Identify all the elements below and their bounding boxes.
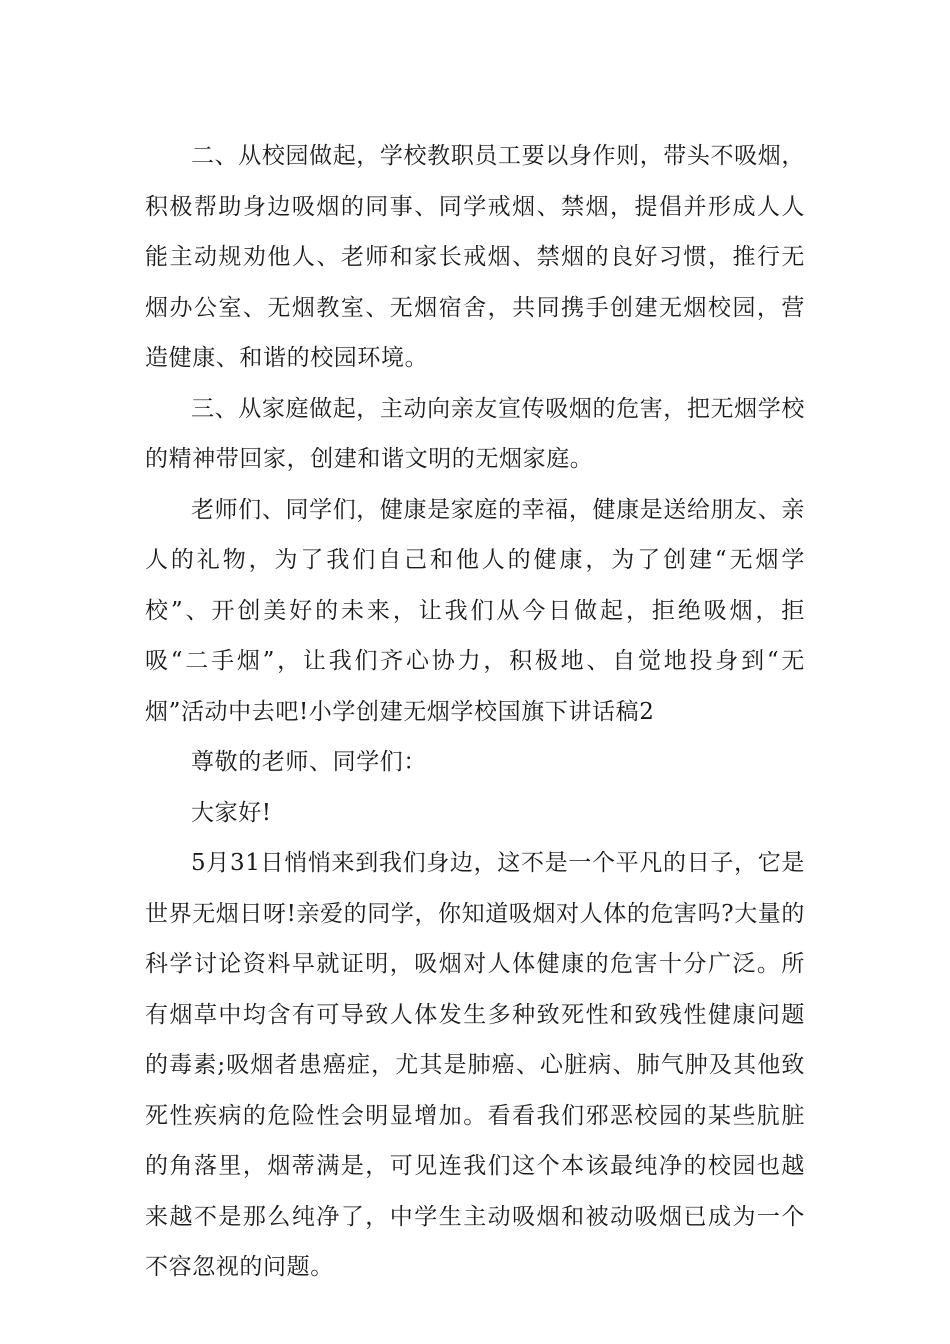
paragraph-family-action: 三、从家庭做起，主动向亲友宣传吸烟的危害，把无烟学校的精神带回家，创建和谐文明的无烟家庭。	[145, 395, 805, 472]
document-body	[145, 131, 805, 1293]
paragraph-closing-appeal: 老师们、同学们，健康是家庭的幸福，健康是送给朋友、亲人的礼物，为了我们自己和他人的健康，为了创建“无烟学校”、开创美好的未来，让我们从今日做起，拒绝吸烟，拒吸“二手烟”，让我们齐心协力，积极地、自觉地投身到“无烟”活动中去吧!小学创建无烟学校国旗下讲话稿2	[145, 496, 805, 725]
paragraph-salutation: 尊敬的老师、同学们：	[191, 749, 427, 775]
paragraph-world-no-tobacco-day: 5月31日悄悄来到我们身边，这不是一个平凡的日子，它是世界无烟日呀!亲爱的同学，你知道吸烟对人体的危害吗?大量的科学讨论资料早就证明，吸烟对人体健康的危害十分广泛。所有烟草中均含有可导致人体发生多种致死性和致残性健康问题的毒素;吸烟者患癌症，尤其是肺癌、心脏病、肺气肿及其他致死性疾病的危险性会明显增加。看看我们邪恶校园的某些肮脏的角落里，烟蒂满是，可见连我们这个本该最纯净的校园也越来越不是那么纯净了，中学生主动吸烟和被动吸烟已成为一个不容忽视的问题。	[145, 850, 805, 1280]
paragraph-school-action: 二、从校园做起，学校教职员工要以身作则，带头不吸烟，积极帮助身边吸烟的同事、同学戒烟、禁烟，提倡并形成人人能主动规劝他人、老师和家长戒烟、禁烟的良好习惯，推行无烟办公室、无烟教室、无烟宿舍，共同携手创建无烟校园，营造健康、和谐的校园环境。	[145, 143, 805, 371]
paragraph-greeting: 大家好!	[191, 799, 272, 826]
